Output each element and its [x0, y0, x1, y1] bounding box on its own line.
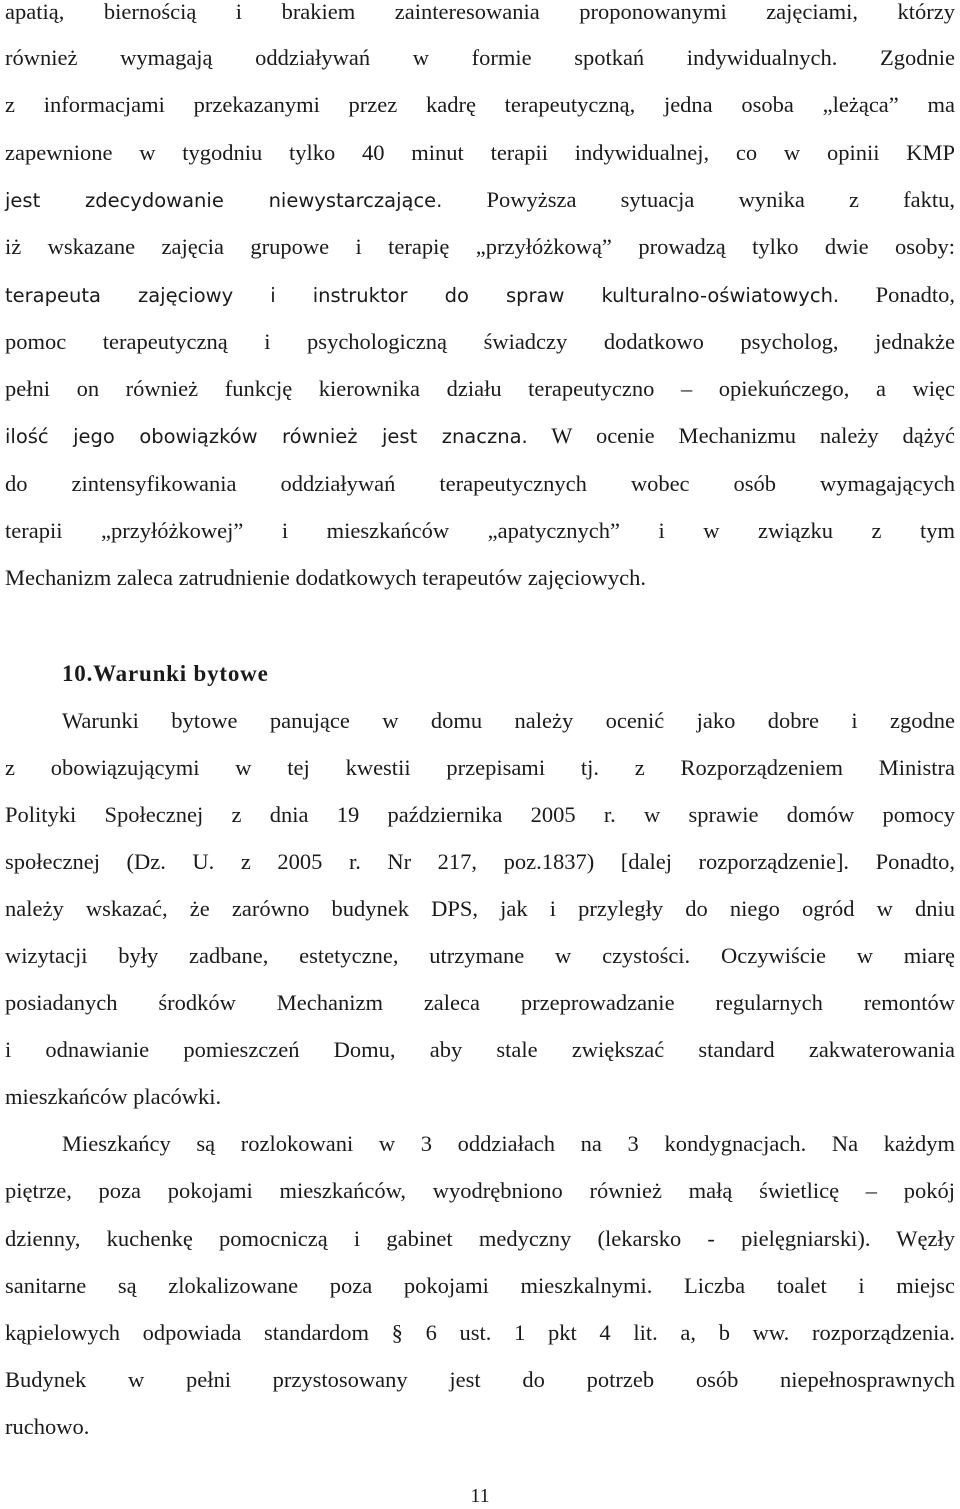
- text-line: i odnawianie pomieszczeń Domu, aby stale zwiększać standard zakwaterowania: [5, 1037, 955, 1062]
- text-line: terapii „przyłóżkowej” i mieszkańców „apatycznych” i w związku z tym: [5, 518, 955, 543]
- text-line: [5, 421, 955, 452]
- text-line: Budynek w pełni przystosowany jest do potrzeb osób niepełnosprawnych: [5, 1367, 955, 1392]
- text-line: iż wskazane zajęcia grupowe i terapię „przyłóżkową” prowadzą tylko dwie osoby:: [5, 234, 955, 259]
- text-line: również wymagają oddziaływań w formie spotkań indywidualnych. Zgodnie: [5, 45, 955, 70]
- text-line: piętrze, poza pokojami mieszkańców, wyodrębniono również małą świetlicę – pokój: [5, 1178, 955, 1203]
- text-run: ilość jego obowiązków również jest znaczna.: [5, 425, 528, 448]
- text-line: należy wskazać, że zarówno budynek DPS, jak i przyległy do niego ogród w dniu: [5, 896, 955, 921]
- section-number: 10.: [62, 661, 94, 686]
- text-line: mieszkańców placówki.: [5, 1084, 222, 1109]
- text-line: sanitarne są zlokalizowane poza pokojami mieszkalnymi. Liczba toalet i miejsc: [5, 1273, 955, 1298]
- text-line: apatią, biernością i brakiem zainteresowania proponowanymi zajęciami, którzy: [5, 0, 955, 24]
- text-line: Polityki Społecznej z dnia 19 października 2005 r. w sprawie domów pomocy: [5, 802, 955, 827]
- text-line: pomoc terapeutyczną i psychologiczną świadczy dodatkowo psycholog, jednakże: [5, 329, 955, 354]
- text-run: terapeuta zajęciowy i instruktor do spraw kulturalno-oświatowych.: [5, 284, 840, 307]
- text-line: kąpielowych odpowiada standardom § 6 ust. 1 pkt 4 lit. a, b ww. rozporządzenia.: [5, 1320, 955, 1345]
- text-line: pełni on również funkcję kierownika działu terapeutyczno – opiekuńczego, a więc: [5, 376, 955, 401]
- text-line: ruchowo.: [5, 1414, 90, 1439]
- text-line: posiadanych środków Mechanizm zaleca przeprowadzanie regularnych remontów: [5, 990, 955, 1015]
- text-run: Powyższa sytuacja wynika z faktu,: [442, 187, 955, 212]
- text-line: zapewnione w tygodniu tylko 40 minut terapii indywidualnej, co w opinii KMP: [5, 140, 955, 165]
- text-line: dzienny, kuchenkę pomocniczą i gabinet medyczny (lekarsko - pielęgniarski). Węzły: [5, 1226, 955, 1251]
- text-line: Warunki bytowe panujące w domu należy ocenić jako dobre i zgodne: [62, 708, 955, 733]
- text-run: W ocenie Mechanizmu należy dążyć: [527, 423, 955, 448]
- text-line: Mieszkańcy są rozlokowani w 3 oddziałach na 3 kondygnacjach. Na każdym: [62, 1131, 955, 1156]
- page-number: 11: [470, 1485, 490, 1507]
- section-heading: [62, 659, 269, 689]
- text-line: do zintensyfikowania oddziaływań terapeutycznych wobec osób wymagających: [5, 471, 955, 496]
- text-line: z informacjami przekazanymi przez kadrę terapeutyczną, jedna osoba „leżąca” ma: [5, 92, 955, 117]
- text-line: [5, 185, 955, 216]
- text-line: wizytacji były zadbane, estetyczne, utrzymane w czystości. Oczywiście w miarę: [5, 943, 955, 968]
- text-line: [5, 280, 955, 311]
- text-line: z obowiązującymi w tej kwestii przepisami tj. z Rozporządzeniem Ministra: [5, 755, 955, 780]
- text-run: jest zdecydowanie niewystarczające.: [5, 189, 443, 212]
- text-line: Mechanizm zaleca zatrudnienie dodatkowych terapeutów zajęciowych.: [5, 565, 646, 590]
- text-run: Ponadto,: [839, 282, 955, 307]
- text-line: społecznej (Dz. U. z 2005 r. Nr 217, poz.1837) [dalej rozporządzenie]. Ponadto,: [5, 849, 955, 874]
- section-title: Warunki bytowe: [93, 661, 269, 686]
